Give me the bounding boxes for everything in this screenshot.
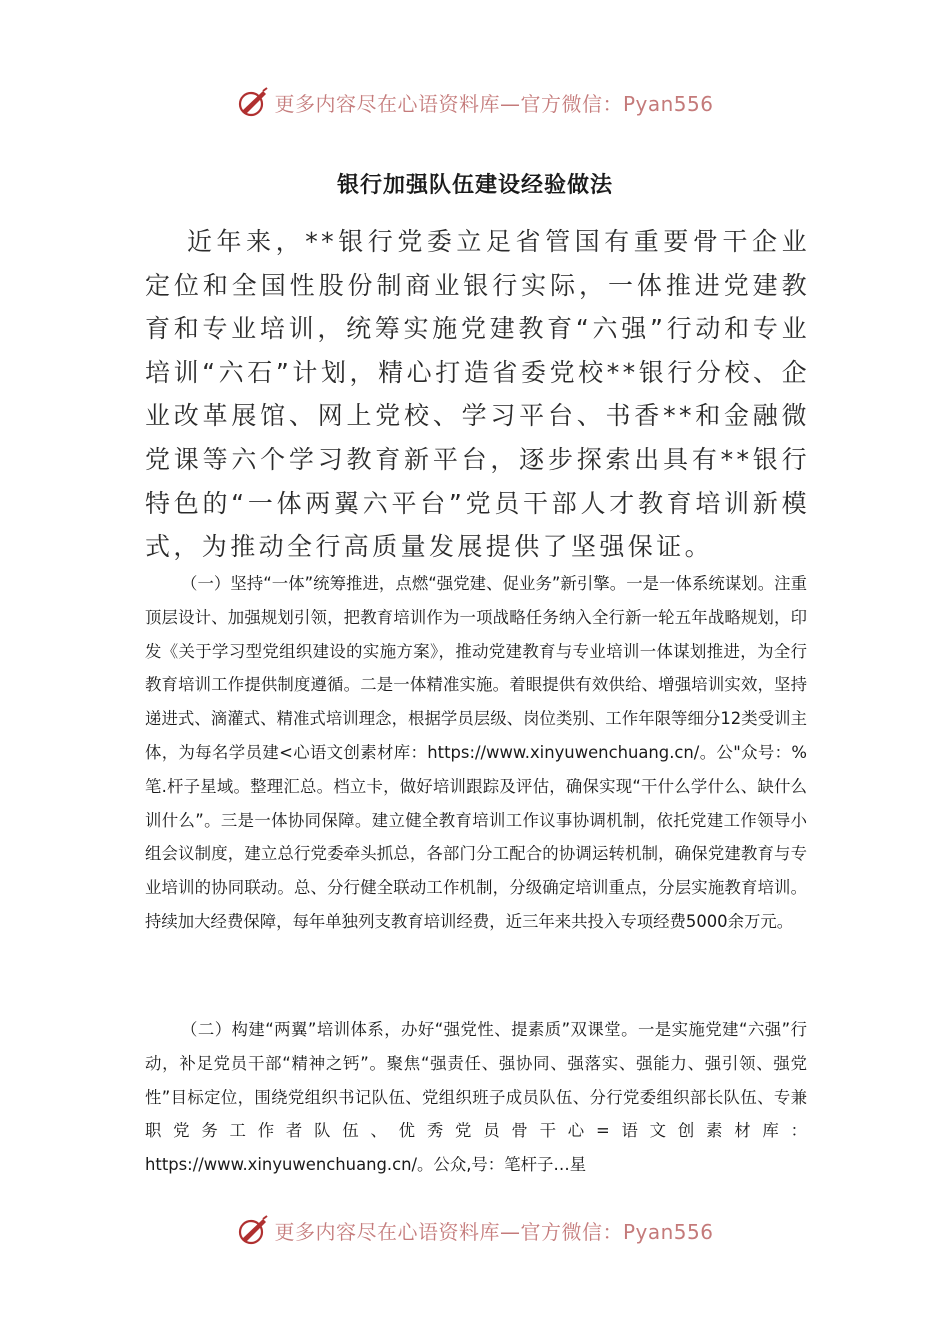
footer-banner xyxy=(0,1210,950,1250)
body-paragraph-2: （二）构建“两翼”培训体系，办好“强党性、提素质”双课堂。一是实施党建“六强”行动，补足党员干部“精神之钙”。聚焦“强责任、强协同、强落实、强能力、强引领、强党性”目标定位，围绕党组织书记队伍、党组织班子成员队伍、分行党委组织部长队伍、专兼职党务工作者队伍、优秀党员骨干心=语文创素材库：https://www.xinyuwenchuang.cn/。公众,号：笔杆子…星 xyxy=(145,1020,807,1175)
document-title: 银行加强队伍建设经验做法 xyxy=(336,172,613,198)
lead-paragraph: 近年来，**银行党委立足省管国有重要骨干企业定位和全国性股份制商业银行实际，一体推进党建教育和专业培训，统筹实施党建教育“六强”行动和专业培训“六石”计划，精心打造省委党校**银行分校、企业改革展馆、网上党校、学习平台、书香**和金融微党课等六个学习教育新平台，逐步探索出具有**银行特色的“一体两翼六平台”党员干部人才教育培训新模式，为推动全行高质量发展提供了坚强保证。 xyxy=(145,227,810,562)
pen-writing-logo-icon xyxy=(236,85,270,119)
footer-banner-text: 更多内容尽在心语资料库—官方微信：Pyan556 xyxy=(274,1219,714,1244)
body-paragraph-1: （一）坚持“一体”统筹推进，点燃“强党建、促业务”新引擎。一是一体系统谋划。注重顶层设计、加强规划引领，把教育培训作为一项战略任务纳入全行新一轮五年战略规划，印发《关于学习型党组织建设的实施方案》，推动党建教育与专业培训一体谋划推进，为全行教育培训工作提供制度遵循。二是一体精准实施。着眼提供有效供给、增强培训实效，坚持递进式、滴灌式、精准式培训理念，根据学员层级、岗位类别、工作年限等细分12类受训主体，为每名学员建<心语文创素材库：https://www.xinyuwenchuang.cn/。公"众号：%笔.杆子星域。整理汇总。档立卡，做好培训跟踪及评估，确保实现“干什么学什么、缺什么训什么”。三是一体协同保障。建立健全教育培训工作议事协调机制，依托党建工作领导小组会议制度，建立总行党委牵头抓总，各部门分工配合的协调运转机制，确保党建教育与专业培训的协同联动。总、分行健全联动工作机制，分级确定培训重点，分层实施教育培训。持续加大经费保障，每年单独列支教育培训经费，近三年来共投入专项经费5000余万元。 xyxy=(145,574,807,931)
header-banner xyxy=(0,82,950,122)
pen-writing-logo-icon xyxy=(236,1213,270,1247)
header-banner-text: 更多内容尽在心语资料库—官方微信：Pyan556 xyxy=(274,91,714,116)
